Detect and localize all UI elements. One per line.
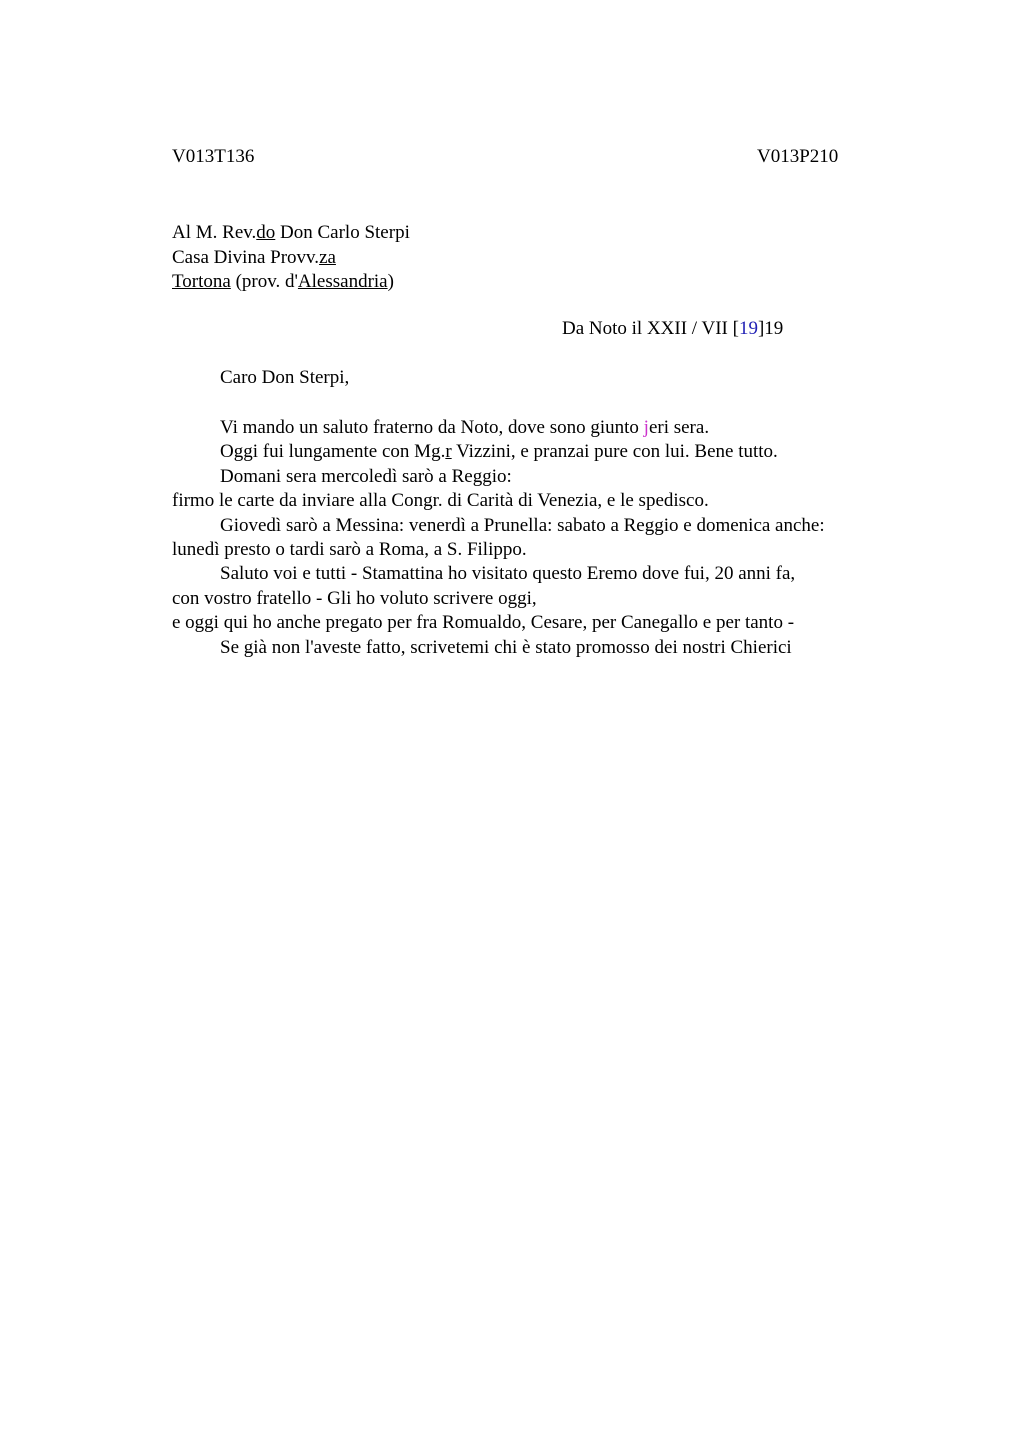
address-line-recipient: [172, 221, 410, 246]
address-house-abbrev: za: [319, 246, 336, 268]
body-line-1-suffix: eri sera.: [648, 417, 710, 438]
date-editorial-insert: 19: [738, 318, 758, 339]
body-line-8: con vostro fratello - Gli ho voluto scrivere oggi,: [172, 587, 537, 609]
document-code-left: V013T136: [172, 146, 255, 167]
body-line-2: [172, 440, 892, 464]
address-title-prefix: Al M. Rev.: [172, 222, 257, 243]
address-title-abbrev: do: [256, 222, 276, 243]
body-line-3: Domani sera mercoledì sarò a Reggio:: [220, 465, 512, 487]
body-line-1-prefix: Vi mando un saluto fraterno da Noto, dove sono giunto: [220, 417, 644, 438]
letter-greeting: Caro Don Sterpi,: [220, 367, 350, 388]
address-province: Alessandria: [297, 271, 388, 292]
body-line-2-suffix: Vizzini, e pranzai pure con lui. Bene tutto.: [451, 441, 778, 463]
date-suffix: ]19: [757, 318, 784, 339]
date-prefix: Da Noto il XXII / VII [: [562, 318, 739, 339]
address-line-house: [172, 246, 410, 271]
body-line-1: [172, 416, 892, 440]
recipient-address: [172, 221, 410, 295]
document-code-right: V013P210: [757, 146, 839, 167]
address-city: Tortona: [172, 271, 231, 292]
body-line-4: firmo le carte da inviare alla Congr. di Carità di Venezia, e le spedisco.: [172, 490, 709, 512]
body-line-2-prefix: Oggi fui lungamente con Mg.: [220, 441, 446, 463]
body-line-7: Saluto voi e tutti - Stamattina ho visitato questo Eremo dove fui, 20 anni fa,: [220, 563, 796, 585]
body-line-1-editorial-mark: j: [643, 417, 649, 438]
letter-body: [172, 416, 892, 660]
address-province-suffix: ): [387, 271, 394, 292]
body-line-10: Se già non l'aveste fatto, scrivetemi chi è stato promosso dei nostri Chierici: [220, 636, 792, 658]
letter-date: [562, 318, 783, 340]
body-line-5: Giovedì sarò a Messina: venerdì a Prunella: sabato a Reggio e domenica anche:: [220, 514, 825, 536]
address-line-city: [172, 270, 410, 295]
body-line-6: lunedì presto o tardi sarò a Roma, a S. Filippo.: [172, 539, 527, 561]
address-recipient-name: Don Carlo Sterpi: [275, 222, 410, 243]
address-province-prefix: (prov. d': [230, 271, 298, 292]
address-house-prefix: Casa Divina Provv.: [172, 246, 320, 268]
body-line-2-abbrev: r: [445, 441, 452, 463]
body-line-9: e oggi qui ho anche pregato per fra Romualdo, Cesare, per Canegallo e per tanto -: [172, 612, 795, 634]
